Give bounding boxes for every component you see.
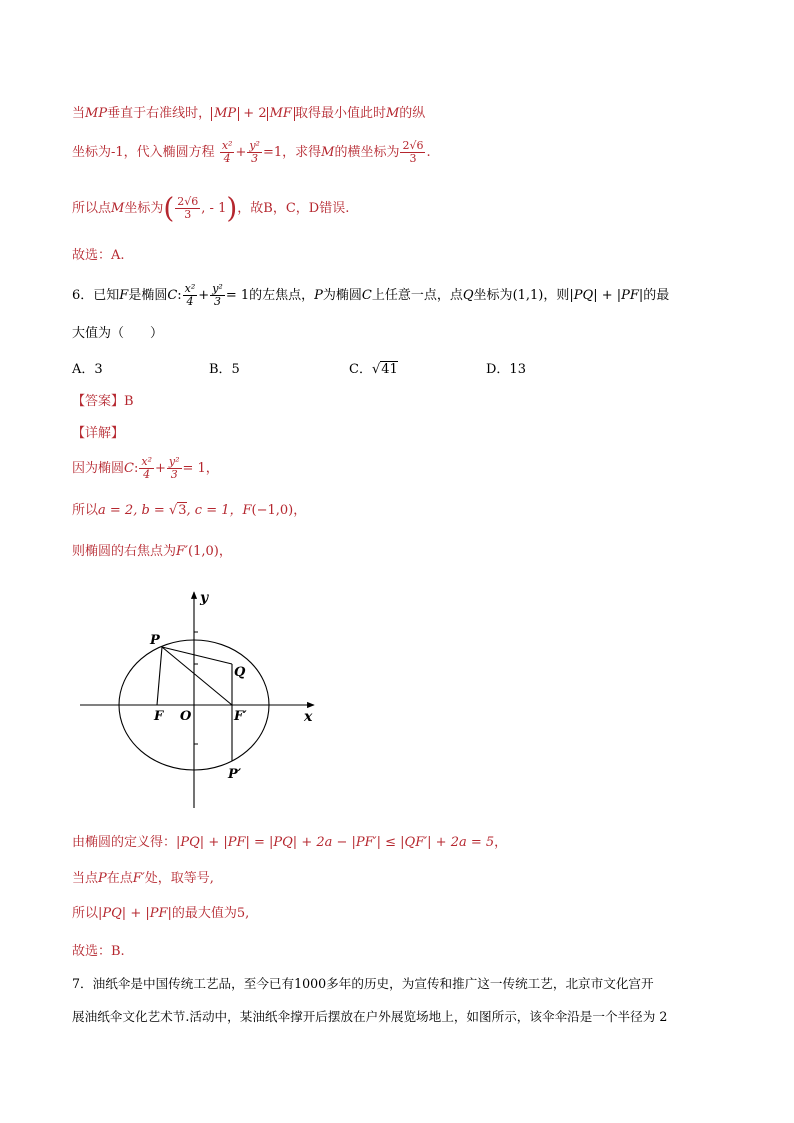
text: = 1， — [182, 461, 219, 476]
var-mp: MP — [85, 106, 108, 121]
sol5-line-3: 所以点M坐标为( $\frac{2√6}{3}$ , - 1)，故B，C，D错误. — [72, 191, 350, 225]
fraction-answer: $\frac{2√6}{3}$ — [402, 139, 424, 165]
text: 坐标为 — [124, 201, 164, 216]
text: 的最 — [643, 288, 670, 303]
label-fprime: F′ — [234, 709, 247, 724]
text: 当点 — [72, 871, 99, 886]
text: 垂直于右准线时， — [107, 106, 212, 121]
fraction-y2-3: $\frac{\text{y²}}{3}$ — [168, 455, 180, 481]
text: 的横坐标为 — [334, 145, 400, 160]
text: 是椭圆 — [128, 288, 168, 303]
detail-line-1: 因为椭圆C: $\frac{\text{x²}}{4}$ + $\frac{\text{y²}}{3}$ = 1， — [72, 455, 219, 481]
answer-label: 【答案】 — [72, 394, 125, 409]
detail-label: 【详解】 — [72, 426, 125, 441]
text: 当 — [72, 106, 86, 121]
text: 的左焦点， — [249, 288, 315, 303]
answer-line — [72, 392, 134, 412]
text: ， — [218, 544, 232, 559]
text: 处，取等号, — [144, 871, 214, 886]
text: ，故B，C，D错误. — [237, 201, 350, 216]
expr-c: , c = 1， — [186, 503, 243, 518]
text: 因为椭圆 — [72, 461, 125, 476]
text: 所以 — [72, 906, 99, 921]
ellipse-figure — [76, 586, 326, 812]
var-p: P — [314, 288, 323, 303]
label-o: O — [180, 709, 192, 724]
deriv-line-4: 故选：B. — [72, 944, 125, 959]
fraction-y2-3: $\frac{\text{y²}}{3}$ — [212, 282, 223, 308]
var-m: M — [321, 145, 335, 160]
var-m: M — [111, 201, 125, 216]
text: ，则 — [543, 288, 570, 303]
var-c: C — [124, 461, 134, 476]
label-pprime: P′ — [228, 767, 242, 782]
text: 取得最小值此时 — [294, 106, 386, 121]
q6-line-1: 6．已知F是椭圆C: $\frac{\text{x²}}{4}$ + $\frac{\text{y²}}{3}$ = 1的左焦点，P为椭圆C上任意一点，点Q坐标为(1,1)，则|PQ| + |PF|的最 — [72, 282, 670, 308]
coord-f: (−1,0) — [251, 503, 294, 518]
option-b: B．5 — [209, 362, 240, 377]
text: 6．已知 — [72, 288, 120, 303]
text: 由椭圆的定义得： — [72, 835, 177, 850]
fraction-y2-3: $\frac{\text{y²}}{3}$ — [249, 139, 260, 165]
option-c: C．√41 — [349, 362, 398, 377]
segment-pf — [157, 647, 162, 705]
text: 坐标为-1，代入椭圆方程 — [72, 145, 215, 160]
answer-value: B — [124, 394, 134, 409]
var-q: Q — [462, 288, 474, 303]
text: 的纵 — [399, 106, 426, 121]
label-y: y — [200, 590, 209, 606]
text: 上任意一点，点 — [371, 288, 463, 303]
var-m: M — [385, 106, 400, 121]
detail-line-3 — [72, 542, 232, 562]
sol5-line-4: 故选：A. — [72, 248, 125, 263]
label-f: F — [154, 709, 164, 724]
fraction-x2-4: $\frac{\text{x²}}{4}$ — [141, 455, 152, 481]
q7-line-1: 7．油纸伞是中国传统工艺品，至今已有1000多年的历史，为宣传和推广这一传统工艺，北京市文化宫开 — [72, 976, 654, 991]
var-c: C — [361, 288, 372, 303]
sol5-line-1 — [72, 104, 425, 124]
label-q: Q — [234, 665, 246, 680]
q6-line-2: 大值为（ ） — [72, 326, 164, 341]
text: 在点 — [106, 871, 133, 886]
var-f: F — [242, 503, 252, 518]
text: 为椭圆 — [322, 288, 362, 303]
text: 坐标为 — [473, 288, 513, 303]
abs-mp: MP — [211, 107, 239, 121]
option-a: A．3 — [72, 362, 103, 377]
abs-mf: MF — [267, 107, 295, 121]
text: 则椭圆的右焦点为 — [72, 544, 177, 559]
deriv-line-3 — [72, 904, 249, 924]
detail-line-2: 所以a = 2, b = √3, c = 1，F(−1,0)， — [72, 503, 307, 518]
expr-sum: |PQ| + |PF| — [98, 906, 172, 921]
label-p: P — [150, 633, 160, 648]
text: ， — [494, 835, 508, 850]
option-d: D．13 — [486, 362, 526, 377]
expr-abc: a = 2, b = — [98, 503, 169, 518]
text: = 1 — [225, 288, 250, 303]
max-value: 5, — [236, 906, 250, 921]
coord-q: (1,1) — [512, 288, 544, 303]
deriv-line-2 — [72, 869, 214, 889]
coord-fprime: (1,0) — [188, 544, 219, 559]
fraction-coord: $\frac{2√6}{3}$ — [177, 195, 199, 221]
sol5-line-2: 坐标为-1，代入椭圆方程 $\frac{\text{x²}}{4}$ + $\frac{\text{y²}}{3}$ =1，求得M的横坐标为 $\frac{2√6}{3}$ . — [72, 139, 431, 165]
text: ， — [293, 503, 307, 518]
expr-sum: |PQ| + |PF| — [569, 288, 644, 303]
var-c: C — [167, 288, 178, 303]
var-f: F — [119, 288, 129, 303]
fraction-x2-4: $\frac{\text{x²}}{4}$ — [184, 282, 196, 308]
text: + 2 — [239, 106, 267, 121]
deriv-line-1 — [72, 833, 507, 853]
text: 所以点 — [72, 201, 112, 216]
text: =1，求得 — [262, 145, 322, 160]
fraction-x2-4: $\frac{\text{x²}}{4}$ — [221, 139, 233, 165]
expr-inequality: |PQ| + |PF| = |PQ| + 2a − |PF′| ≤ |QF′| + 2a = 5 — [176, 835, 495, 850]
var-fprime: F′ — [176, 544, 188, 559]
var-fprime: F′ — [132, 871, 145, 886]
q7-line-2: 展油纸伞文化艺术节.活动中，某油纸伞撑开后摆放在户外展览场地上，如图所示，该伞伞沿是一个半径为 2 — [72, 1009, 668, 1024]
label-x: x — [304, 709, 313, 725]
text: 所以 — [72, 503, 99, 518]
text: 的最大值为 — [171, 906, 237, 921]
var-p: P — [98, 871, 107, 886]
text: , - 1 — [201, 201, 227, 216]
